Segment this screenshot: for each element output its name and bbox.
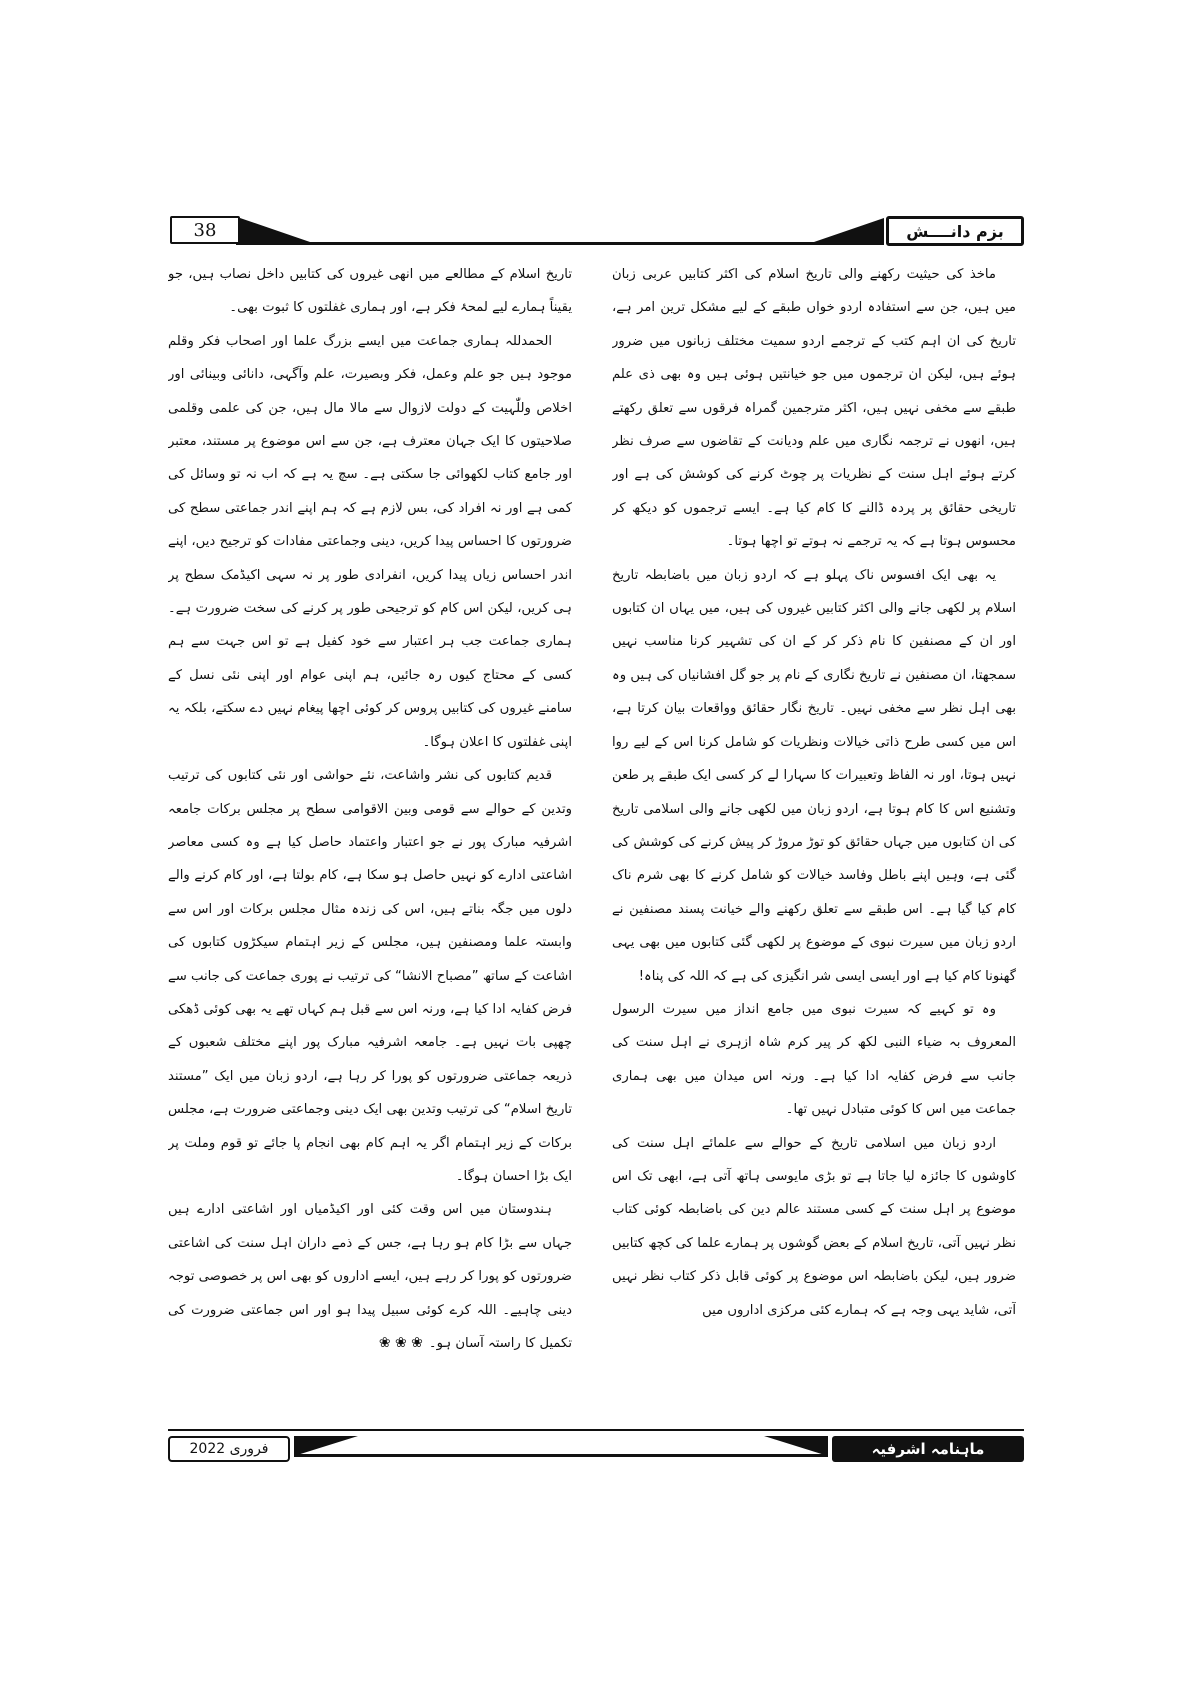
article-paragraph: قدیم کتابوں کی نشر واشاعت، نئے حواشی اور نئی کتابوں کی ترتیب وتدین کے حوالے سے قومی وبین الاقوامی سطح پر مجلس برکات جامعہ اشرفیہ مبارک پور نے جو اعتبار واعتماد حاصل کیا ہے وہ کسی معاصر اشاعتی ادارے کو نہیں حاصل ہو سکا ہے، کام بولتا ہے، اور کام کرنے والے دلوں میں جگہ بناتے ہیں، اس کی زندہ مثال مجلس برکات اور اس سے وابستہ علما ومصنفین ہیں، مجلس کے زیر اہتمام سیکڑوں کتابوں کی اشاعت کے ساتھ ”مصباح الانشا“ کی ترتیب نے پوری جماعت کی جانب سے فرض کفایہ ادا کیا ہے، ورنہ اس سے قبل ہم کہاں تھے یہ بھی کوئی ڈھکی چھپی بات نہیں ہے۔ جامعہ اشرفیہ مبارک پور اپنے مختلف شعبوں کے ذریعہ جماعتی ضرورتوں کو پورا کر رہا ہے، اردو زبان میں ایک ”مستند تاریخ اسلام“ کی ترتیب وتدین بھی ایک دینی وجماعتی ضرورت ہے، مجلس برکات کے زیر اہتمام اگر یہ اہم کام بھی انجام پا جائے تو قوم وملت پر ایک بڑا احسان ہوگا۔ (168, 768, 572, 1184)
page-number: 38 (170, 216, 240, 244)
article-paragraph: تاریخ اسلام کے مطالعے میں انھی غیروں کی کتابیں داخل نصاب ہیں، جو یقیناً ہمارے لیے لمحۂ فکر ہے، اور ہماری غفلتوں کا ثبوت بھی۔ (168, 267, 572, 316)
closing-ornament-icon: ❀ ❀ ❀ (378, 1335, 423, 1351)
article-paragraph: ماخذ کی حیثیت رکھنے والی تاریخ اسلام کی اکثر کتابیں عربی زبان میں ہیں، جن سے استفادہ اردو خواں طبقے کے لیے مشکل ترین امر ہے، تاریخ کی ان اہم کتب کے ترجمے اردو سمیت مختلف زبانوں میں ضرور ہوئے ہیں، لیکن ان ترجموں میں جو خیانتیں ہوئی ہیں وہ بھی ذی علم طبقے سے مخفی نہیں ہیں، اکثر مترجمین گمراہ فرقوں سے تعلق رکھتے ہیں، انھوں نے ترجمہ نگاری میں علم ودیانت کے تقاضوں سے صرف نظر کرتے ہوئے اہل سنت کے نظریات پر چوٹ کرنے کی کوشش کی ہے اور تاریخی حقائق پر پردہ ڈالنے کا کام کیا ہے۔ ایسے ترجموں کو دیکھ کر محسوس ہوتا ہے کہ یہ ترجمے نہ ہوتے تو اچھا ہوتا۔ (612, 267, 1016, 550)
footer-right-wedge (764, 1436, 828, 1456)
section-title: بزم دانــــش (886, 216, 1024, 246)
footer-top-rule (168, 1429, 1024, 1431)
header-rule (236, 242, 884, 245)
article-paragraph (168, 1193, 572, 1360)
article-paragraph: یہ بھی ایک افسوس ناک پہلو ہے کہ اردو زبان میں باضابطہ تاریخ اسلام پر لکھی جانے والی اکثر کتابیں غیروں کی ہیں، میں یہاں ان کتابوں اور ان کے مصنفین کا نام ذکر کر کے ان کی تشہیر کرنا مناسب نہیں سمجھتا، ان مصنفین نے تاریخ نگاری کے نام پر جو گل افشانیاں کی ہیں وہ بھی اہل نظر سے مخفی نہیں۔ تاریخ نگار حقائق وواقعات بیان کرتا ہے، اس میں کسی طرح ذاتی خیالات ونظریات کو شامل کرنا اس کے لیے روا نہیں ہوتا، اور نہ الفاظ وتعبیرات کا سہارا لے کر کسی ایک طبقے پر طعن وتشنیع اس کا کام ہوتا ہے، اردو زبان میں لکھی جانے والی اسلامی تاریخ کی ان کتابوں میں جہاں حقائق کو توڑ مروڑ کر پیش کرنے کی کوشش کی گئی ہے، وہیں اپنے باطل وفاسد خیالات کو شامل کرنے کا بھی شرم ناک کام کیا گیا ہے۔ اس طبقے سے تعلق رکھنے والے خیانت پسند مصنفین نے اردو زبان میں سیرت نبوی کے موضوع پر لکھی گئی کتابوں میں بھی یہی گھنونا کام کیا ہے اور ایسی ایسی شر انگیزی کی ہے کہ اللہ کی پناہ! (612, 567, 1016, 984)
article-paragraph: وہ تو کہیے کہ سیرت نبوی میں جامع انداز میں سیرت الرسول المعروف بہ ضیاء النبی لکھ کر پیر کرم شاہ ازہری نے اہل سنت کی جانب سے فرض کفایہ ادا کیا ہے۔ ورنہ اس میدان میں بھی ہماری جماعت میں اس کا کوئی متبادل نہیں تھا۔ (612, 1001, 1016, 1118)
article-paragraph: اردو زبان میں اسلامی تاریخ کے حوالے سے علمائے اہل سنت کی کاوشوں کا جائزہ لیا جاتا ہے تو بڑی مایوسی ہاتھ آتی ہے، ابھی تک اس موضوع پر اہل سنت کے کسی مستند عالم دین کی باضابطہ کوئی کتاب نظر نہیں آتی، تاریخ اسلام کے بعض گوشوں پر ہمارے علما کی کچھ کتابیں ضرور ہیں، لیکن باضابطہ اس موضوع پر کوئی قابل ذکر کتاب نظر نہیں آتی، شاید یہی وجہ ہے کہ ہمارے کئی مرکزی اداروں میں (612, 1135, 1016, 1318)
header-left-wedge (240, 218, 310, 242)
magazine-name: ماہنامہ اشرفیہ (832, 1436, 1024, 1462)
article-column-right (612, 258, 1016, 1420)
issue-date: فروری 2022 (168, 1436, 290, 1462)
footer-rule (294, 1454, 828, 1457)
footer-bar (168, 1436, 1024, 1462)
article-column-left (168, 258, 572, 1420)
header-right-wedge (814, 218, 884, 242)
page-header (170, 216, 1024, 246)
page-footer (168, 1429, 1024, 1463)
article-paragraph: الحمدللہ ہماری جماعت میں ایسے بزرگ علما اور اصحاب فکر وقلم موجود ہیں جو علم وعمل، فکر وبصیرت، علم وآگہی، دانائی وبینائی اور اخلاص وللّٰہیت کے دولت لازوال سے مالا مال ہیں، جن کی علمی وقلمی صلاحیتوں کا ایک جہان معترف ہے، جن سے اس موضوع پر مستند، معتبر اور جامع کتاب لکھوائی جا سکتی ہے۔ سچ یہ ہے کہ اب نہ تو وسائل کی کمی ہے اور نہ افراد کی، بس لازم ہے کہ ہم اپنے اندر جماعتی سطح کی ضرورتوں کا احساس پیدا کریں، دینی وجماعتی مفادات کو ترجیح دیں، اپنے اندر احساس زیاں پیدا کریں، انفرادی طور پر نہ سہی اکیڈمک سطح پر ہی کریں، لیکن اس کام کو ترجیحی طور پر کرنے کی سخت ضرورت ہے۔ ہماری جماعت جب ہر اعتبار سے خود کفیل ہے تو اس جہت سے ہم کسی کے محتاج کیوں رہ جائیں، ہم اپنی عوام اور اپنی نئی نسل کے سامنے غیروں کی کتابیں پروس کر کوئی اچھا پیغام نہیں دے سکتے، بلکہ یہ اپنی غفلتوں کا اعلان ہوگا۔ (168, 333, 572, 750)
article-paragraph-text: ہندوستان میں اس وقت کئی اور اکیڈمیاں اور اشاعتی ادارے ہیں جہاں سے بڑا کام ہو رہا ہے، جس کے ذمے داران اہل سنت کی اشاعتی ضرورتوں کو پورا کر رہے ہیں، ایسے اداروں کو بھی اس پر خصوصی توجہ دینی چاہیے۔ اللہ کرے کوئی سبیل پیدا ہو اور اس جماعتی ضرورت کی تکمیل کا راستہ آسان ہو۔ (168, 1202, 572, 1351)
footer-left-wedge (294, 1436, 358, 1456)
